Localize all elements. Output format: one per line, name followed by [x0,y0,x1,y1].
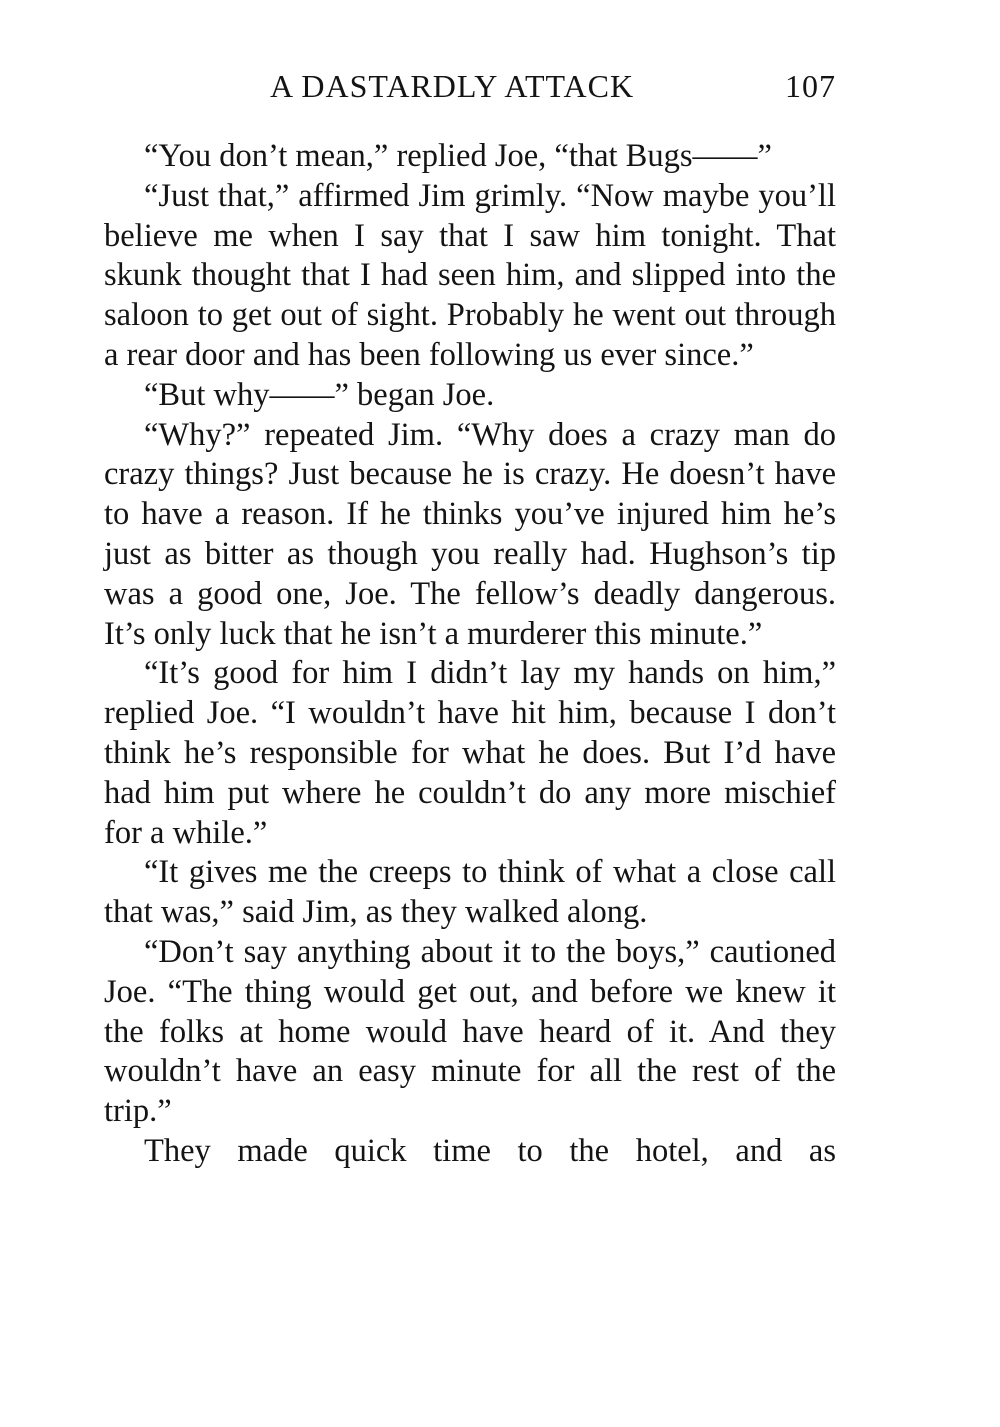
paragraph: “It gives me the creeps to think of what a close call that was,” said Jim, as they walked along. [104,854,836,931]
page-number: 107 [785,68,836,104]
chapter-title: A DASTARDLY ATTACK [270,68,635,104]
paragraph: “It’s good for him I didn’t lay my hands on him,” replied Joe. “I wouldn’t have hit him, because I don’t think he’s responsible for what he does. But I’d have had him put where he couldn’t do any more mischief for a while.” [104,655,836,851]
paragraph: “Why?” repeated Jim. “Why does a crazy man do crazy things? Just because he is crazy. He doesn’t have to have a reason. If he thinks you’ve injured him he’s just as bitter as though you really had. Hughson’s tip was a good one, Joe. The fellow’s deadly dangerous. It’s only luck that he isn’t a murderer this minute.” [104,416,836,652]
paragraph: They made quick time to the hotel, and as [144,1132,836,1169]
running-head [104,68,836,112]
paragraph: “Just that,” affirmed Jim grimly. “Now maybe you’ll believe me when I say that I saw him tonight. That skunk thought that I had seen him, and slipped into the saloon to get out of sight. Probably he went out through a rear door and has been following us ever since.” [104,177,836,373]
paragraph: “You don’t mean,” replied Joe, “that Bugs——” [144,138,772,174]
body-text [104,137,836,1172]
paragraph: “Don’t say anything about it to the boys,” cautioned Joe. “The thing would get out, and before we knew it the folks at home would have heard of it. And they wouldn’t have an easy minute for all the rest of the trip.” [104,933,836,1130]
paragraph: “But why——” began Joe. [144,376,495,413]
